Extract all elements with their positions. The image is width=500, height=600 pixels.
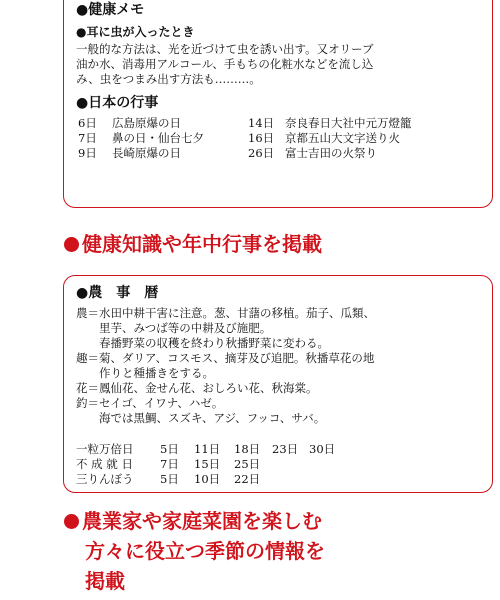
- event-day: 6日: [78, 116, 97, 130]
- caption-text: 農業家や家庭菜園を楽しむ: [82, 509, 322, 533]
- events-title: ●日本の行事: [76, 95, 159, 111]
- event-name: 長崎原爆の日: [112, 146, 181, 160]
- day-date: 18日: [234, 442, 261, 456]
- caption-health-events: [64, 230, 322, 258]
- farm-line: 花＝鳳仙花、金せん花、おしろい花、秋海棠。: [76, 381, 318, 395]
- event-day: 16日: [248, 131, 275, 145]
- farm-line: 農＝水田中耕干害に注意。葱、甘藷の移植。茄子、瓜類、: [76, 306, 375, 320]
- day-date: 22日: [234, 472, 261, 486]
- health-memo-title: ●健康メモ: [76, 2, 145, 18]
- caption-text: 健康知識や年中行事を掲載: [82, 232, 322, 256]
- day-date: 15日: [194, 457, 221, 471]
- farm-line: 春播野菜の収穫を終わり秋播野菜に変わる。: [76, 336, 329, 350]
- health-memo-line: み、虫をつまみ出す方法も………。: [76, 72, 261, 86]
- health-memo-subtitle: ●耳に虫が入ったとき: [76, 25, 195, 39]
- event-name: 広島原爆の日: [112, 116, 181, 130]
- day-date: 5日: [160, 442, 179, 456]
- day-date: 11日: [194, 442, 221, 456]
- event-name: 京都五山大文字送り火: [285, 131, 400, 145]
- farm-calendar-panel: [63, 275, 493, 493]
- day-type-label: 一粒万倍日: [76, 442, 134, 456]
- event-day: 7日: [78, 131, 97, 145]
- red-bullet-icon: [64, 514, 79, 529]
- day-date: 7日: [160, 457, 179, 471]
- day-date: 10日: [194, 472, 221, 486]
- farm-line: 釣＝セイゴ、イワナ、ハゼ。: [76, 396, 224, 410]
- day-type-label: 不 成 就 日: [76, 457, 133, 471]
- day-date: 23日: [272, 442, 299, 456]
- event-day: 14日: [248, 116, 275, 130]
- event-name: 富士吉田の火祭り: [285, 146, 377, 160]
- event-day: 26日: [248, 146, 275, 160]
- day-date: 25日: [234, 457, 261, 471]
- day-date: 30日: [309, 442, 336, 456]
- caption-farm-line: 方々に役立つ季節の情報を: [85, 539, 325, 563]
- event-day: 9日: [78, 146, 97, 160]
- farm-line: 趣＝菊、ダリア、コスモス、摘芽及び追肥。秋播草花の地: [76, 351, 375, 365]
- farm-line: 海では黒鯛、スズキ、アジ、フッコ、サバ。: [76, 411, 326, 425]
- caption-farm-line: 掲載: [85, 569, 125, 593]
- farm-line: 里芋、みつば等の中耕及び施肥。: [76, 321, 272, 335]
- day-type-label: 三りんぼう: [76, 472, 134, 486]
- event-name: 奈良春日大社中元万燈籠: [285, 116, 412, 130]
- health-events-panel: [63, 0, 493, 208]
- red-bullet-icon: [64, 237, 79, 252]
- farm-line: 作りと種播きをする。: [76, 366, 214, 380]
- health-memo-line: 油か水、消毒用アルコール、手もちの化粧水などを流し込: [76, 57, 374, 71]
- day-date: 5日: [160, 472, 179, 486]
- health-memo-line: 一般的な方法は、光を近づけて虫を誘い出す。又オリーブ: [76, 42, 374, 56]
- event-name: 鼻の日・仙台七夕: [112, 131, 204, 145]
- caption-farm-line: [64, 507, 322, 535]
- farm-calendar-title: ●農 事 暦: [76, 285, 159, 301]
